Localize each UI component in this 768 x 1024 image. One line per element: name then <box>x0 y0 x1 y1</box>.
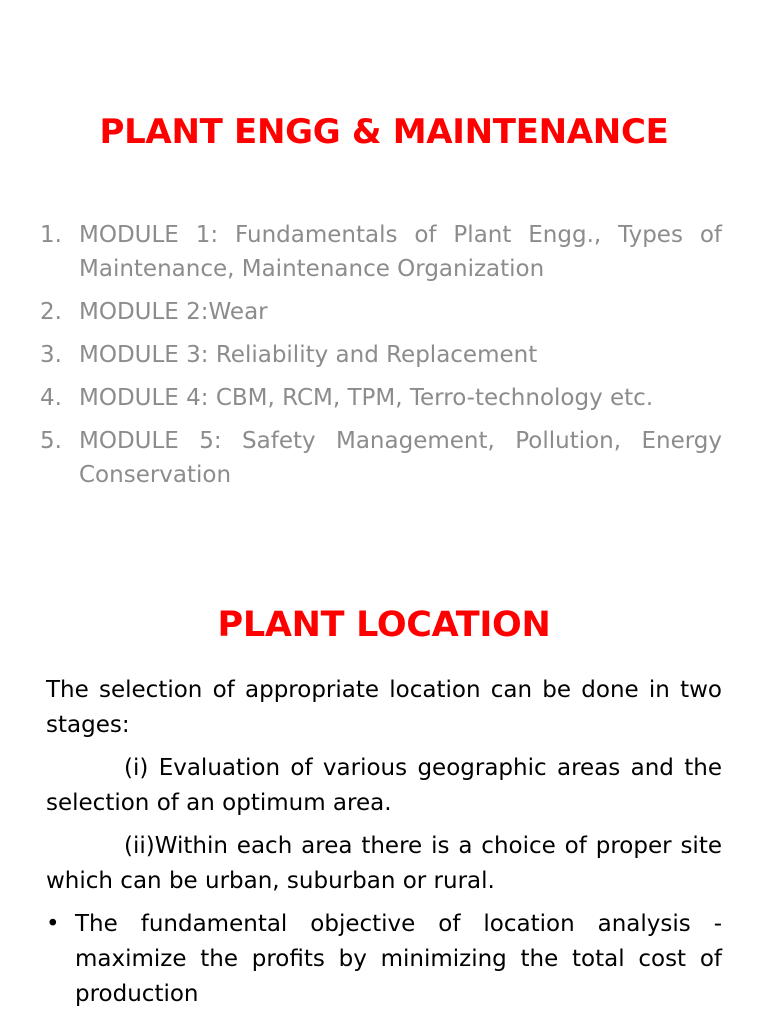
slide-plant-location <box>0 560 768 1024</box>
intro-paragraph: The selection of appropriate location can be done in two stages: <box>46 677 722 738</box>
list-item <box>40 295 722 329</box>
slide-title: PLANT ENGG & MAINTENANCE <box>99 112 669 152</box>
list-item-text: MODULE 1: Fundamentals of Plant Engg., Types of Maintenance, Maintenance Organization <box>79 222 722 282</box>
module-list <box>40 218 722 501</box>
list-item-number: 2. <box>40 299 62 325</box>
list-item-text: MODULE 2:Wear <box>79 299 268 325</box>
bullet-item <box>46 907 722 1012</box>
list-item-number: 3. <box>40 342 62 368</box>
list-item-text: MODULE 5: Safety Management, Pollution, Energy Conservation <box>79 428 722 488</box>
stage-two-paragraph: (ii)Within each area there is a choice of proper site which can be urban, suburban or rural. <box>46 833 722 894</box>
slide-body <box>46 673 722 1012</box>
list-item-number: 5. <box>40 428 62 454</box>
bullet-text: The fundamental objective of location analysis - maximize the profits by minimizing the total cost of production <box>75 911 722 1007</box>
list-item <box>40 424 722 492</box>
list-item <box>40 338 722 372</box>
list-item-number: 4. <box>40 385 62 411</box>
list-item-text: MODULE 3: Reliability and Replacement <box>79 342 538 368</box>
slide-title: PLANT LOCATION <box>217 605 551 645</box>
list-item-text: MODULE 4: CBM, RCM, TPM, Terro-technology etc. <box>79 385 654 411</box>
list-item <box>40 381 722 415</box>
stage-one-paragraph: (i) Evaluation of various geographic areas and the selection of an optimum area. <box>46 755 722 816</box>
list-item <box>40 218 722 286</box>
list-item-number: 1. <box>40 222 62 248</box>
bullet-marker: • <box>46 911 60 937</box>
